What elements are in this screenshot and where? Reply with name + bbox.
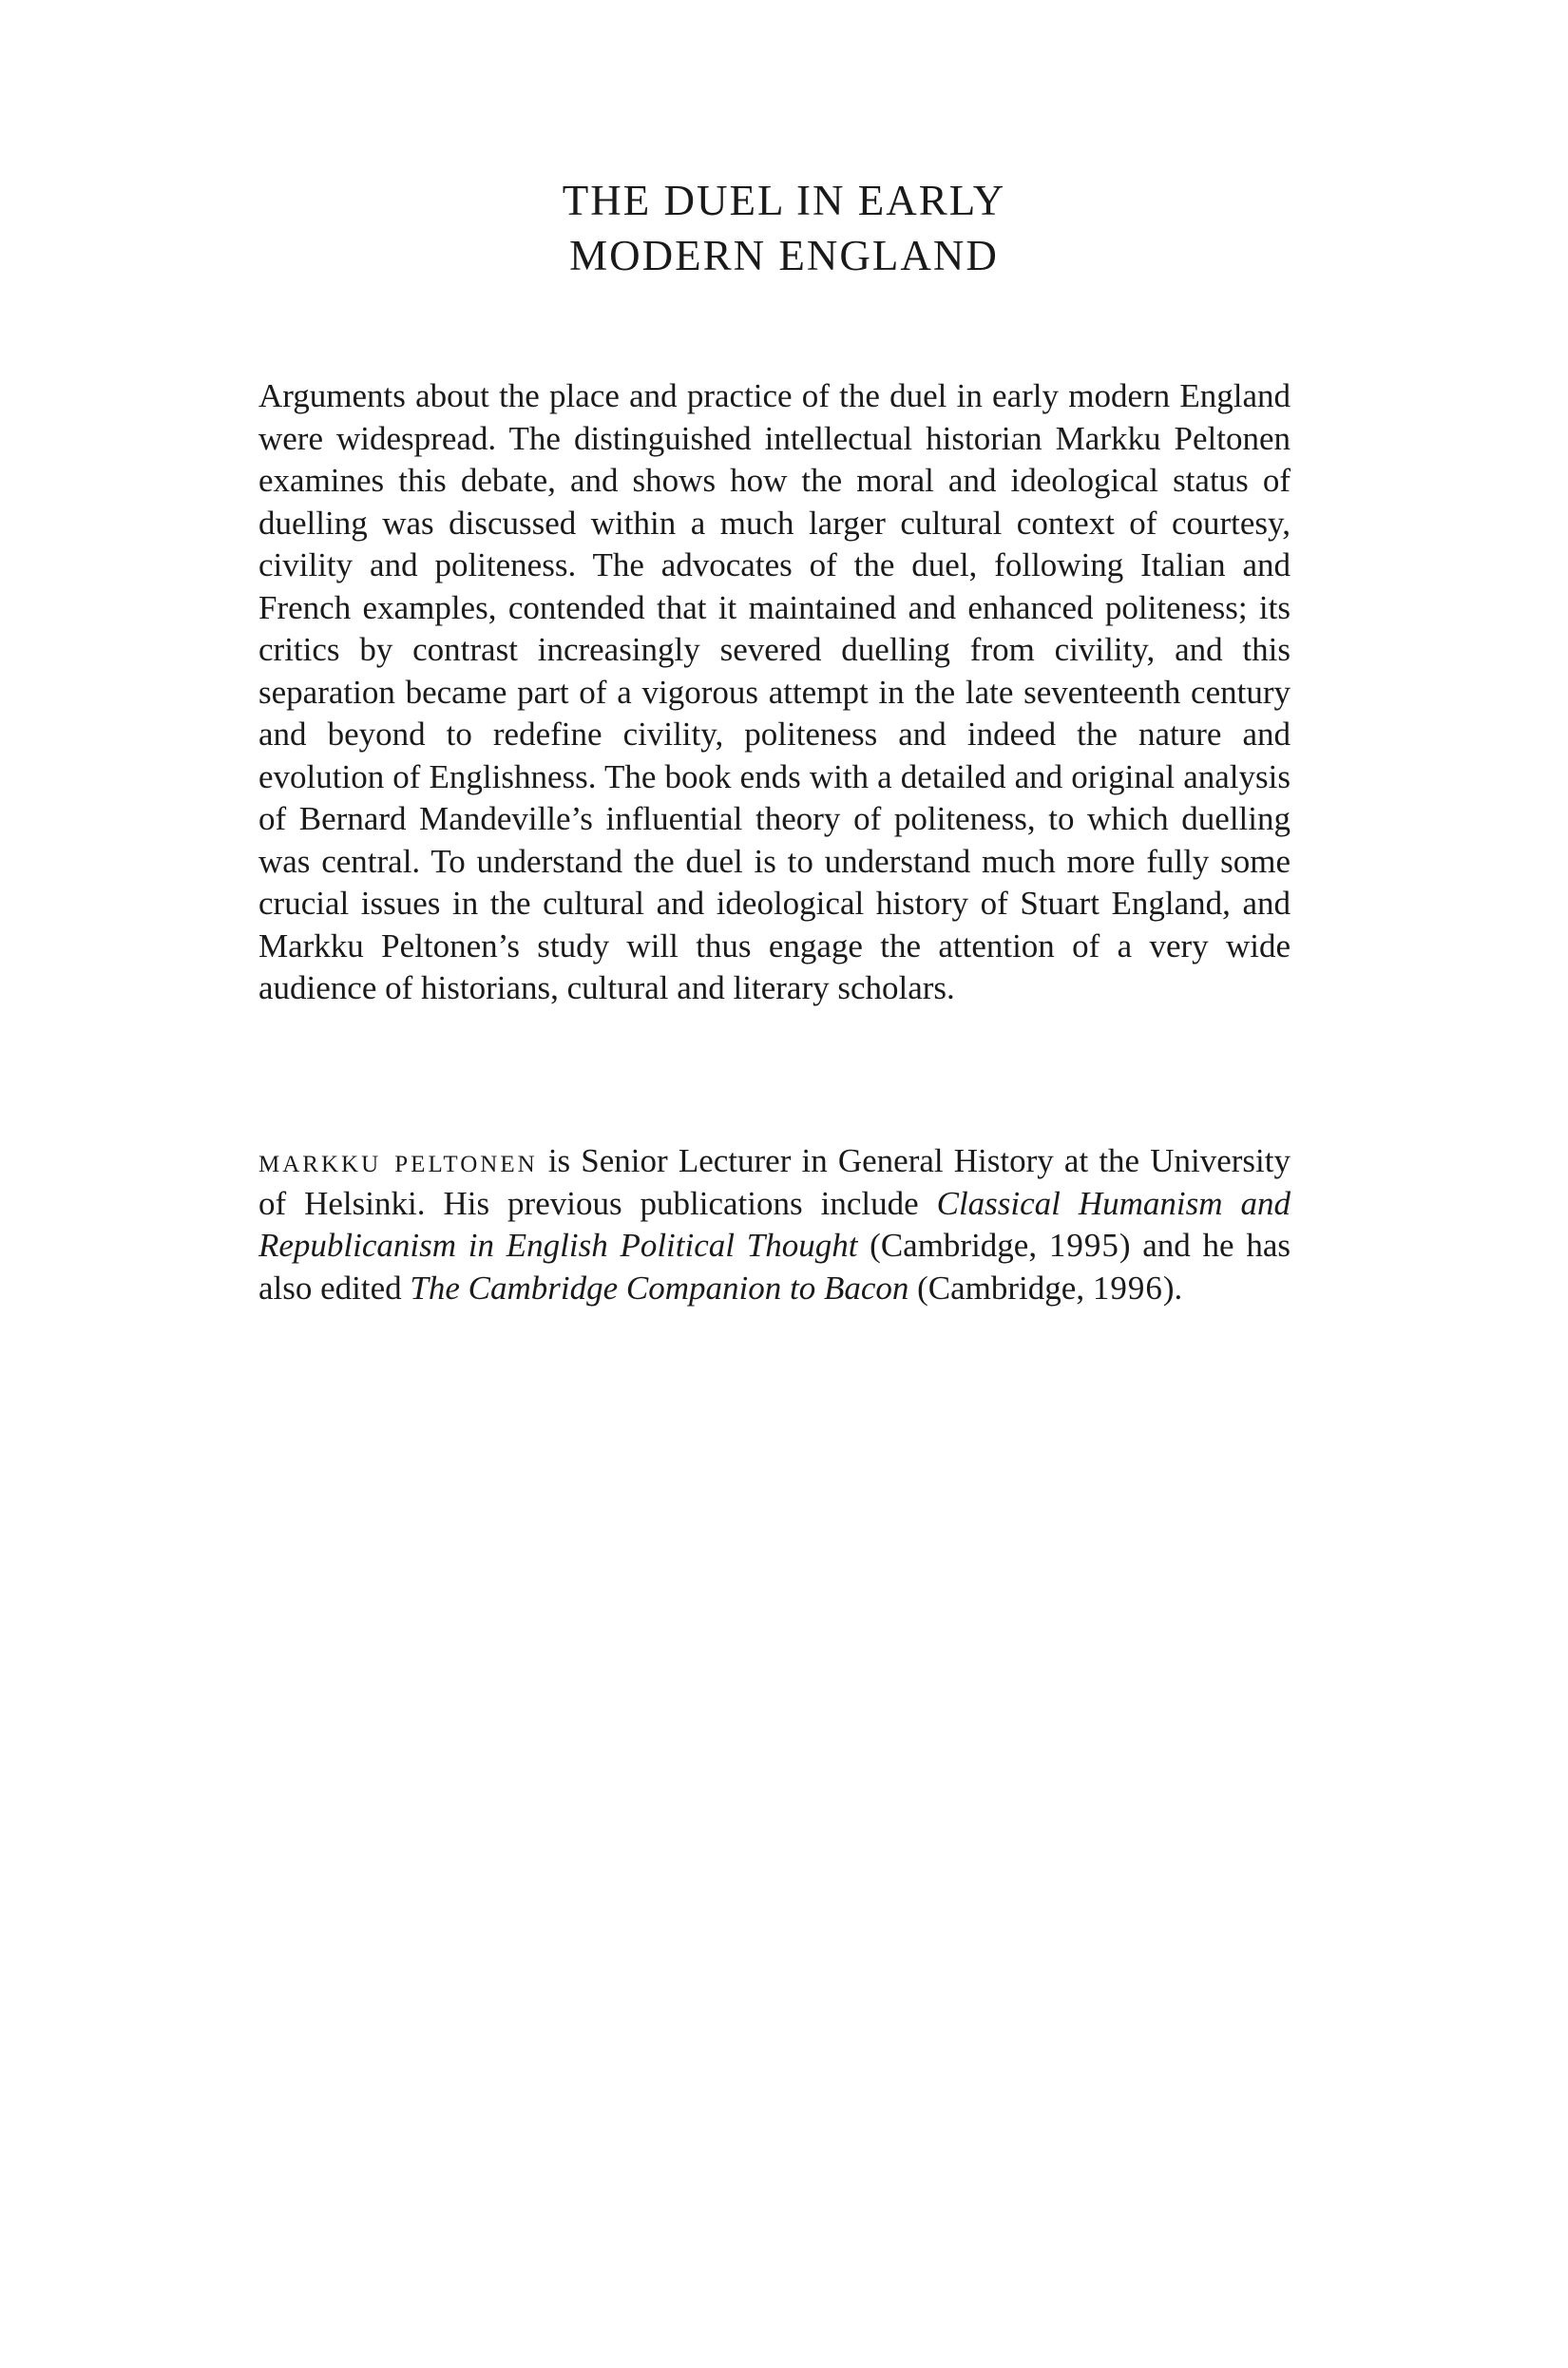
publication-year-2: 1996 xyxy=(1092,1269,1163,1307)
book-description: Arguments about the place and practice of the duel in early modern England were widespread. The distinguished intellectual historian Markku Peltonen examines this debate, and shows how the moral and ideological status of duelling was discussed within a much larger cultural context of courtesy, civility and politeness. The advocates of the duel, following Italian and French examples, contended that it maintained and enhanced politeness; its critics by contrast increasingly severed duelling from civility, and this separation became part of a vigorous attempt in the late seventeenth century and beyond to redefine civility, politeness and indeed the nature and evolution of Englishness. The book ends with a detailed and original analysis of Bernard Mandeville’s influential theory of politeness, to which duelling was central. To understand the duel is to understand much more fully some crucial issues in the cultural and ideological history of Stuart England, and Markku Peltonen’s study will thus engage the attention of a very wide audience of historians, cultural and literary scholars. xyxy=(258,377,1291,1006)
publication-year-1: 1995 xyxy=(1048,1227,1119,1264)
publication-title-2: The Cambridge Companion to Bacon xyxy=(410,1269,909,1307)
author-name: markku peltonen xyxy=(258,1142,538,1179)
author-bio-text-3: ) and he has also edited xyxy=(258,1227,1291,1307)
author-bio-text-5: ). xyxy=(1162,1269,1183,1307)
book-title xyxy=(0,173,1568,283)
publication-title-1: Classical Humanism and Republicanism in English Political Thought xyxy=(258,1184,1291,1264)
author-biography xyxy=(258,1140,1291,1309)
author-bio-text-1: is Senior Lecturer in General History at the University of Helsinki. His previous publications include xyxy=(258,1142,1291,1222)
author-bio-text-4: (Cambridge, xyxy=(908,1269,1093,1307)
author-bio-text-2: (Cambridge, xyxy=(857,1227,1049,1264)
book-title-line-2: MODERN ENGLAND xyxy=(569,232,999,279)
book-title-line-1: THE DUEL IN EARLY xyxy=(562,177,1006,224)
